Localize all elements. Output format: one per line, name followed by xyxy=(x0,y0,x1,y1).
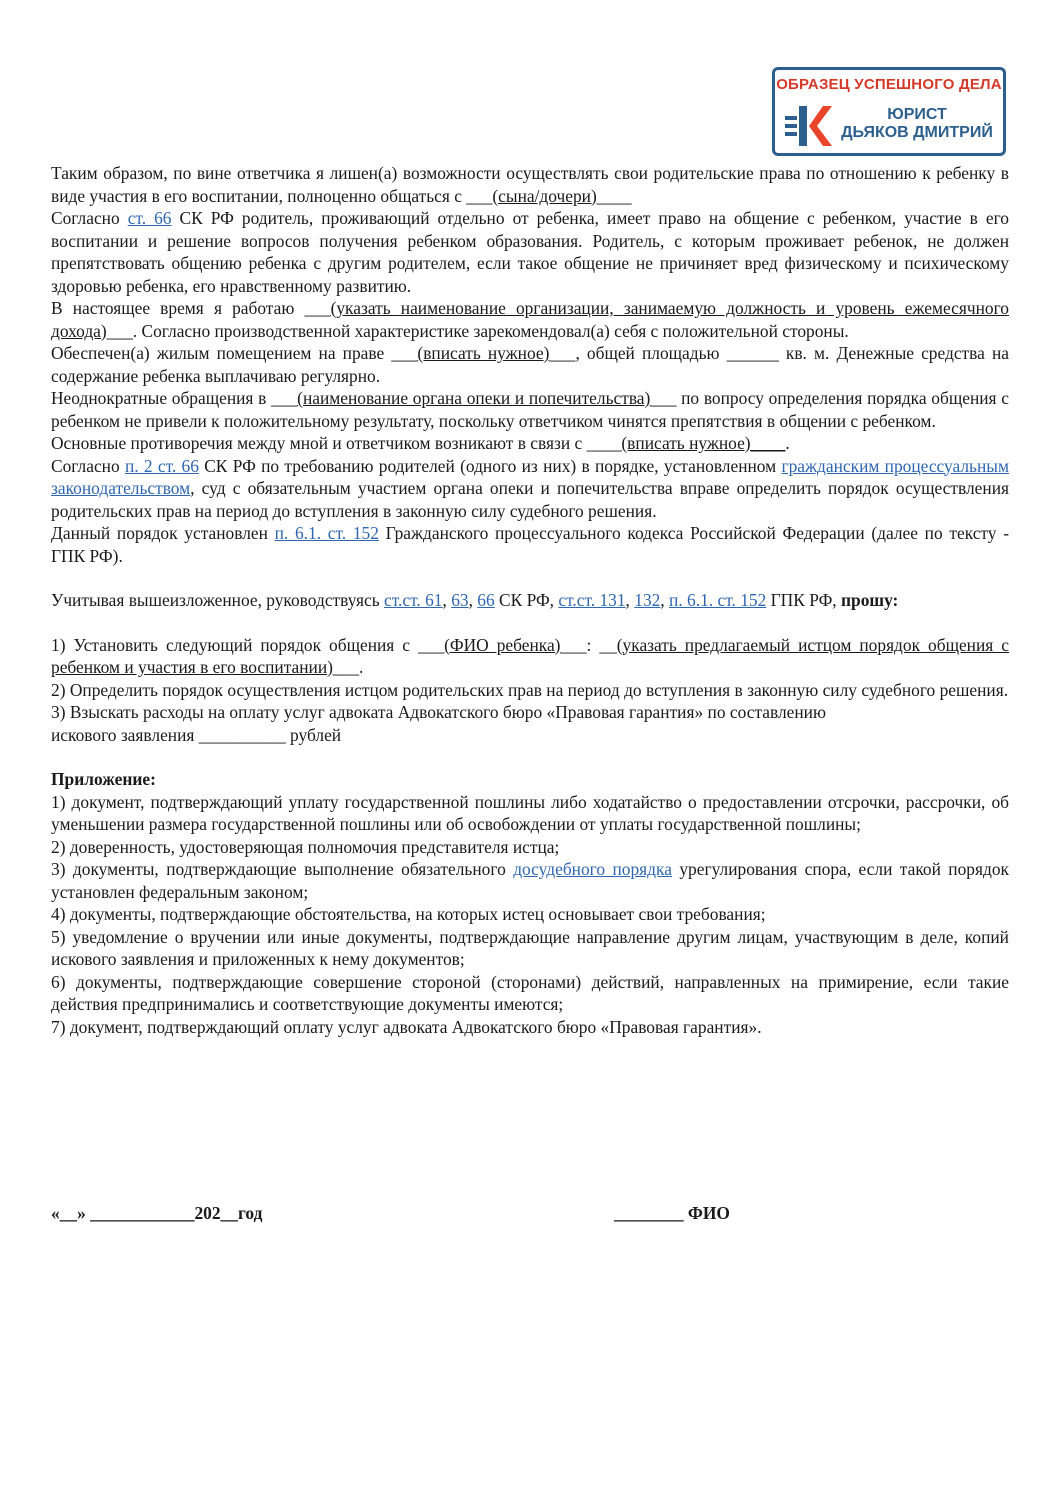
link-stst61[interactable]: ст.ст. 61 xyxy=(384,590,443,610)
appendix-item-7: 7) документ, подтверждающий оплату услуг адвоката Адвокатского бюро «Правовая гарантия». xyxy=(51,1016,762,1037)
paragraph-gpk: Данный порядок установлен п. 6.1. ст. 152 Гражданского процессуального кодекса Российской Федерации (далее по тексту - ГПК РФ). xyxy=(51,523,1009,566)
appendix-item-4: 4) документы, подтверждающие обстоятельства, на которых истец основывает свои требования; xyxy=(51,904,766,924)
signature-name: ________ ФИО xyxy=(614,1203,730,1223)
link-stst131[interactable]: ст.ст. 131 xyxy=(558,590,626,610)
paragraph-request-intro: Учитывая вышеизложенное, руководствуясь ст.ст. 61, 63, 66 СК РФ, ст.ст. 131, 132, п. 6.1. ст. 152 ГПК РФ, прошу: xyxy=(51,590,899,610)
paragraph-employment: В настоящее время я работаю ___(указать наименование организации, занимаемую должность и уровень ежемесячного дохода)___. Согласно производственной характеристике зарекомендовал(а) себя с положительной стороны. xyxy=(51,298,1009,341)
link-132[interactable]: 132 xyxy=(634,590,661,610)
paragraph-contradictions: Основные противоречия между мной и ответчиком возникают в связи с ____(вписать нужное)____. xyxy=(51,433,790,453)
signature-date: «__» ____________202__год xyxy=(51,1203,263,1223)
logo-name-line2: ДЬЯКОВ ДМИТРИЙ xyxy=(841,124,993,141)
link-p2-st66[interactable]: п. 2 ст. 66 xyxy=(124,455,199,476)
request-item-1: 1) Установить следующий порядок общения с ___(ФИО ребенка)___: __(указать предлагаемый истцом порядок общения с ребенком и участия в его воспитании)___. xyxy=(51,634,1009,677)
link-civil-procedure[interactable]: гражданским процессуальным законодательством xyxy=(51,455,1009,498)
appendix-title: Приложение: xyxy=(51,769,156,789)
paragraph-art66-p2: Согласно п. 2 ст. 66 СК РФ по требованию родителей (одного из них) в порядке, установленном гражданским процессуальным законодательством, суд с обязательным участием органа опеки и попечительства вправе определить порядок осуществления родительских прав на период до вступления в законную силу судебного решения. xyxy=(51,455,1009,521)
logo-name xyxy=(837,106,997,142)
link-p61-st152[interactable]: п. 6.1. ст. 152 xyxy=(274,523,379,543)
appendix-item-3: 3) документы, подтверждающие выполнение обязательного досудебного порядка урегулирования спора, если такой порядок установлен федеральным законом; xyxy=(51,859,1009,902)
appendix-item-1: 1) документ, подтверждающий уплату государственной пошлины либо ходатайство о предоставлении отсрочки, рассрочки, об уменьшении размера государственной пошлины или об освобождении от уплаты государственной пошлины; xyxy=(51,791,1009,834)
link-p61-st152-2[interactable]: п. 6.1. ст. 152 xyxy=(669,590,767,610)
appendix-item-5: 5) уведомление о вручении или иные документы, подтверждающие направление другим лицам, участвующим в деле, копий искового заявления и приложенных к нему документов; xyxy=(51,926,1009,969)
link-66[interactable]: 66 xyxy=(477,590,495,610)
logo-name-line1: ЮРИСТ xyxy=(887,106,947,123)
link-63[interactable]: 63 xyxy=(451,590,469,610)
paragraph-violation: Таким образом, по вине ответчика я лишен(а) возможности осуществлять свои родительские права по отношению к ребенку в виде участия в его воспитании, полноценно общаться с ___(сына/дочери)____ xyxy=(51,163,1009,206)
link-st66[interactable]: ст. 66 xyxy=(127,208,172,228)
logo-top-text: ОБРАЗЕЦ УСПЕШНОГО ДЕЛА xyxy=(776,76,1002,93)
request-item-2: 2) Определить порядок осуществления истцом родительских прав на период до вступления в законную силу судебного решения. xyxy=(51,679,1009,700)
paragraph-art66: Согласно ст. 66 СК РФ родитель, проживающий отдельно от ребенка, имеет право на общение с ребенком, участие в его воспитании и решение вопросов получения ребенком образования. Родитель, с которым проживает ребенок, не должен препятствовать общению ребенка с другим родителем, если такое общение не причиняет вред физическому и психическому здоровью ребенка, его нравственному развитию. xyxy=(51,208,1009,296)
appendix-item-2: 2) доверенность, удостоверяющая полномочия представителя истца; xyxy=(51,836,560,857)
paragraph-housing: Обеспечен(а) жилым помещением на праве ___(вписать нужное)___, общей площадью ______ кв. м. Денежные средства на содержание ребенка выплачиваю регулярно. xyxy=(51,343,1009,386)
logo-badge xyxy=(772,67,1006,156)
logo-dk-icon xyxy=(785,104,833,148)
paragraph-guardianship: Неоднократные обращения в ___(наименование органа опеки и попечительства)___ по вопросу определения порядка общения с ребенком не привели к положительному результату, поскольку ответчиком чинятся препятствия в общении с ребенком. xyxy=(51,388,1009,431)
request-item-3: 3) Взыскать расходы на оплату услуг адвоката Адвокатского бюро «Правовая гарантия» по составлению искового заявления __________ рублей xyxy=(51,702,826,745)
appendix-item-6: 6) документы, подтверждающие совершение стороной (сторонами) действий, направленных на примирение, если такие действия предпринимались и соответствующие документы имеются; xyxy=(51,971,1009,1014)
link-pretrial[interactable]: досудебного порядка xyxy=(513,859,672,879)
document-body xyxy=(51,162,1009,1038)
